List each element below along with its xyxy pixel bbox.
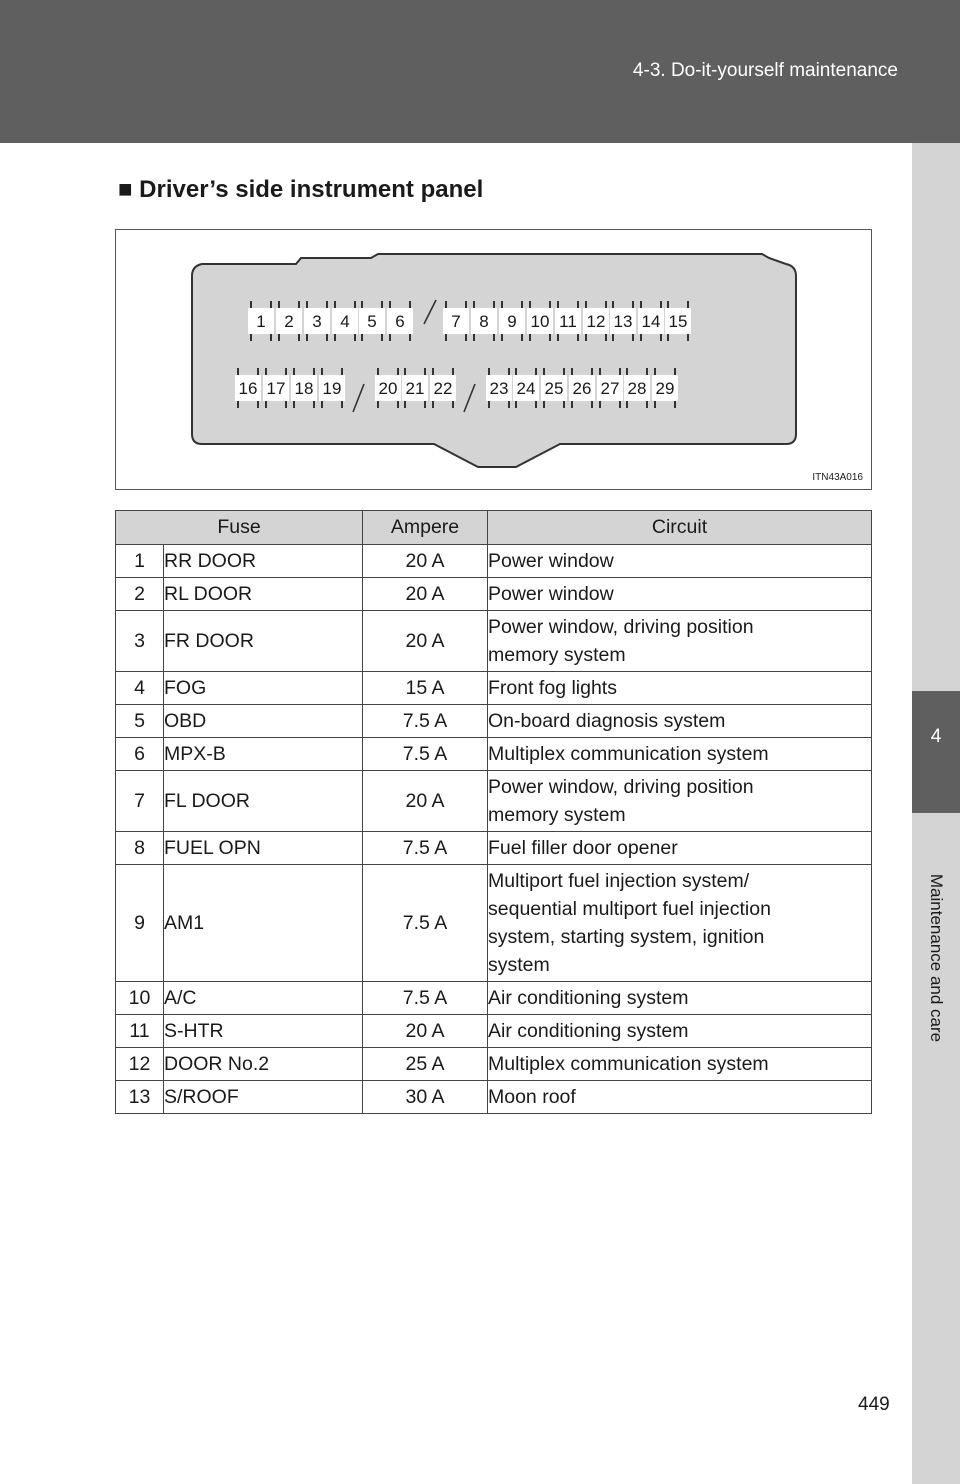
table-row [116, 611, 872, 672]
fuse-number-label: 8 [479, 312, 489, 331]
ampere-cell: 7.5 A [363, 982, 488, 1015]
side-tab-chapter-label: Maintenance and care [927, 873, 946, 1043]
circuit-cell: Moon roof [488, 1081, 872, 1114]
fuse-number-label: 19 [322, 379, 342, 398]
header-title: 4-3. Do-it-yourself maintenance [632, 60, 898, 81]
circuit-cell [488, 771, 872, 832]
fuse-box-drawing [116, 230, 873, 491]
ampere-cell: 7.5 A [363, 865, 488, 982]
fuse-number-label: 22 [433, 379, 453, 398]
fuse-name-cell: FL DOOR [164, 771, 363, 832]
ampere-cell: 7.5 A [363, 832, 488, 865]
circuit-line: system [488, 954, 550, 976]
table-row [116, 578, 872, 611]
section-heading: ■ Driver’s side instrument panel [118, 176, 484, 203]
fuse-number-label: 3 [312, 312, 322, 331]
circuit-cell: On-board diagnosis system [488, 705, 872, 738]
fuse-name-cell: RR DOOR [164, 545, 363, 578]
circuit-cell: Power window [488, 578, 872, 611]
table-row [116, 865, 872, 982]
ampere-cell: 15 A [363, 672, 488, 705]
fuse-number-cell: 12 [116, 1048, 164, 1081]
table-row [116, 1081, 872, 1114]
fuse-number-label: 20 [378, 379, 398, 398]
circuit-line: memory system [488, 644, 626, 666]
circuit-line: memory system [488, 804, 626, 826]
ampere-cell: 25 A [363, 1048, 488, 1081]
fuse-number-cell: 10 [116, 982, 164, 1015]
header-circuit: Circuit [488, 511, 872, 545]
fuse-table [115, 510, 872, 1114]
fuse-name-cell: FOG [164, 672, 363, 705]
table-header-row [116, 511, 872, 545]
side-tab-upper [912, 143, 960, 691]
fuse-name-cell: DOOR No.2 [164, 1048, 363, 1081]
fuse-name-cell: S/ROOF [164, 1081, 363, 1114]
fuse-number-label: 2 [284, 312, 294, 331]
fuse-name-cell: OBD [164, 705, 363, 738]
fuse-number-label: 4 [340, 312, 350, 331]
circuit-cell: Multiplex communication system [488, 738, 872, 771]
header-ampere: Ampere [363, 511, 488, 545]
table-row [116, 545, 872, 578]
circuit-cell: Multiplex communication system [488, 1048, 872, 1081]
fuse-number-label: 26 [572, 379, 592, 398]
circuit-cell [488, 611, 872, 672]
ampere-cell: 7.5 A [363, 738, 488, 771]
fuse-number-label: 9 [507, 312, 517, 331]
fuse-number-cell: 6 [116, 738, 164, 771]
fuse-name-cell: AM1 [164, 865, 363, 982]
fuse-number-label: 11 [559, 312, 577, 331]
ampere-cell: 20 A [363, 771, 488, 832]
fuse-number-label: 5 [367, 312, 377, 331]
fuse-number-label: 14 [641, 312, 661, 331]
fuse-name-cell: MPX-B [164, 738, 363, 771]
circuit-line: system, starting system, ignition [488, 926, 765, 948]
fuse-name-cell: RL DOOR [164, 578, 363, 611]
ampere-cell: 20 A [363, 545, 488, 578]
fuse-number-cell: 8 [116, 832, 164, 865]
circuit-cell: Front fog lights [488, 672, 872, 705]
circuit-cell: Air conditioning system [488, 1015, 872, 1048]
fuse-box-diagram [115, 229, 872, 490]
fuse-number-cell: 7 [116, 771, 164, 832]
circuit-cell: Air conditioning system [488, 982, 872, 1015]
fuse-number-label: 10 [530, 312, 550, 331]
table-row [116, 672, 872, 705]
fuse-box-outline [192, 254, 796, 467]
fuse-name-cell: FR DOOR [164, 611, 363, 672]
fuse-table-body [116, 545, 872, 1114]
table-row [116, 1015, 872, 1048]
fuse-number-label: 7 [451, 312, 461, 331]
fuse-number-label: 18 [294, 379, 314, 398]
ampere-cell: 20 A [363, 1015, 488, 1048]
fuse-name-cell: A/C [164, 982, 363, 1015]
fuse-name-cell: FUEL OPN [164, 832, 363, 865]
fuse-number-cell: 5 [116, 705, 164, 738]
side-tab-chapter-marker [912, 691, 960, 813]
circuit-line: Power window, driving position [488, 616, 754, 638]
table-row [116, 705, 872, 738]
fuse-number-label: 29 [655, 379, 675, 398]
circuit-line: sequential multiport fuel injection [488, 898, 771, 920]
side-tab-chapter-number: 4 [930, 726, 942, 747]
fuse-number-label: 12 [586, 312, 606, 331]
fuse-number-label: 6 [395, 312, 405, 331]
ampere-cell: 20 A [363, 578, 488, 611]
ampere-cell: 20 A [363, 611, 488, 672]
header-fuse: Fuse [116, 511, 363, 545]
fuse-number-label: 25 [544, 379, 564, 398]
table-row [116, 1048, 872, 1081]
fuse-number-cell: 4 [116, 672, 164, 705]
fuse-number-label: 23 [489, 379, 509, 398]
circuit-cell [488, 865, 872, 982]
circuit-cell: Power window [488, 545, 872, 578]
fuse-number-cell: 13 [116, 1081, 164, 1114]
circuit-line: Multiport fuel injection system/ [488, 870, 750, 892]
fuse-name-cell: S-HTR [164, 1015, 363, 1048]
ampere-cell: 30 A [363, 1081, 488, 1114]
fuse-number-cell: 3 [116, 611, 164, 672]
fuse-number-label: 24 [516, 379, 536, 398]
fuse-number-label: 17 [266, 379, 286, 398]
fuse-number-label: 15 [668, 312, 688, 331]
fuse-number-label: 27 [600, 379, 620, 398]
figure-code: ITN43A016 [812, 472, 863, 483]
fuse-number-cell: 2 [116, 578, 164, 611]
fuse-number-label: 28 [627, 379, 647, 398]
ampere-cell: 7.5 A [363, 705, 488, 738]
table-row [116, 738, 872, 771]
table-row [116, 771, 872, 832]
fuse-number-cell: 11 [116, 1015, 164, 1048]
fuse-number-cell: 1 [116, 545, 164, 578]
circuit-cell: Fuel filler door opener [488, 832, 872, 865]
fuse-number-label: 1 [256, 312, 266, 331]
table-row [116, 832, 872, 865]
circuit-line: Power window, driving position [488, 776, 754, 798]
fuse-number-label: 16 [238, 379, 258, 398]
fuse-number-label: 13 [613, 312, 633, 331]
table-row [116, 982, 872, 1015]
fuse-number-label: 21 [405, 379, 425, 398]
page-number: 449 [858, 1394, 890, 1415]
fuse-number-cell: 9 [116, 865, 164, 982]
